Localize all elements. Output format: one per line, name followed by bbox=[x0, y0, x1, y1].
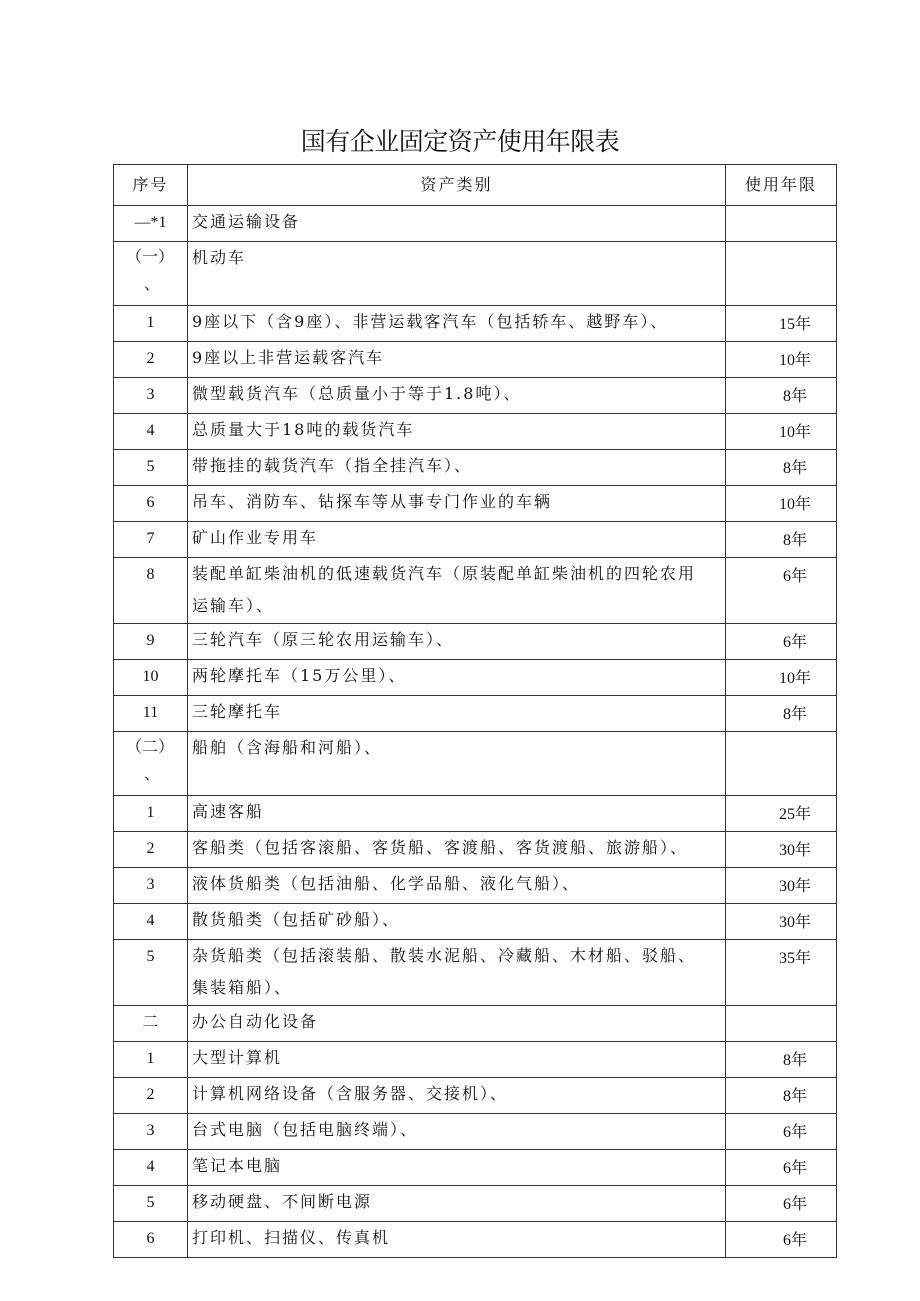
years-text: 35年 bbox=[778, 950, 811, 967]
category-text: 计算机网络设备（含服务器、交接机）、 bbox=[192, 1084, 509, 1103]
row-years bbox=[726, 696, 837, 732]
table-row bbox=[114, 414, 837, 450]
category-text: 9座以下（含9座）、非营运载客汽车（包括轿车、越野车）、 bbox=[192, 312, 669, 331]
table-row bbox=[114, 1150, 837, 1186]
row-seq bbox=[114, 378, 188, 414]
seq-text-cont: 、 bbox=[144, 766, 161, 783]
row-years bbox=[726, 206, 837, 242]
category-text: 液体货船类（包括油船、化学品船、液化气船）、 bbox=[192, 874, 581, 893]
row-years bbox=[726, 904, 837, 940]
table-row bbox=[114, 904, 837, 940]
seq-text: 5 bbox=[146, 458, 155, 475]
row-category bbox=[188, 732, 726, 796]
table-row bbox=[114, 342, 837, 378]
table-row bbox=[114, 660, 837, 696]
years-text: 8年 bbox=[782, 388, 807, 405]
row-seq bbox=[114, 832, 188, 868]
years-text: 30年 bbox=[778, 878, 811, 895]
category-text: 打印机、扫描仪、传真机 bbox=[192, 1228, 391, 1247]
category-text: 散货船类（包括矿砂船）、 bbox=[192, 910, 401, 929]
category-text: 船舶（含海船和河船）、 bbox=[192, 738, 383, 757]
row-seq bbox=[114, 1006, 188, 1042]
table-row bbox=[114, 242, 837, 306]
seq-text: 5 bbox=[146, 948, 155, 965]
seq-text: 1 bbox=[146, 314, 155, 331]
table-row bbox=[114, 868, 837, 904]
row-category bbox=[188, 1150, 726, 1186]
table-row bbox=[114, 1006, 837, 1042]
row-category bbox=[188, 832, 726, 868]
seq-text: 8 bbox=[146, 566, 155, 583]
seq-text: 4 bbox=[146, 1158, 155, 1175]
row-seq bbox=[114, 868, 188, 904]
years-text: 8年 bbox=[782, 1052, 807, 1069]
row-seq bbox=[114, 342, 188, 378]
table-row bbox=[114, 832, 837, 868]
header-years: 使用年限 bbox=[726, 165, 837, 206]
table-row bbox=[114, 450, 837, 486]
years-text bbox=[767, 216, 795, 233]
seq-text: —*1 bbox=[134, 214, 167, 231]
category-text: 微型载货汽车（总质量小于等于1.8吨）、 bbox=[192, 384, 522, 403]
category-text: 两轮摩托车（15万公里）、 bbox=[192, 666, 407, 685]
category-text: 带拖挂的载货汽车（指全挂汽车）、 bbox=[192, 456, 473, 475]
years-text bbox=[767, 742, 795, 759]
years-text: 30年 bbox=[778, 842, 811, 859]
row-category bbox=[188, 660, 726, 696]
category-text-cont: 运输车）、 bbox=[192, 596, 275, 615]
row-years bbox=[726, 940, 837, 1006]
row-years bbox=[726, 306, 837, 342]
row-category bbox=[188, 450, 726, 486]
table-row bbox=[114, 522, 837, 558]
category-text: 客船类（包括客滚船、客货船、客渡船、客货渡船、旅游船）、 bbox=[192, 838, 689, 857]
category-text: 机动车 bbox=[192, 248, 247, 267]
row-category bbox=[188, 414, 726, 450]
row-seq bbox=[114, 486, 188, 522]
table-row bbox=[114, 206, 837, 242]
seq-text: 6 bbox=[146, 494, 155, 511]
table-row bbox=[114, 306, 837, 342]
seq-text: 6 bbox=[146, 1230, 155, 1247]
row-seq bbox=[114, 414, 188, 450]
row-seq bbox=[114, 450, 188, 486]
years-text: 30年 bbox=[778, 914, 811, 931]
category-text: 总质量大于18吨的载货汽车 bbox=[192, 420, 415, 439]
table-header-row bbox=[114, 165, 837, 206]
years-text: 6年 bbox=[782, 1232, 807, 1249]
category-text: 笔记本电脑 bbox=[192, 1156, 283, 1175]
row-category bbox=[188, 796, 726, 832]
seq-text: 3 bbox=[146, 386, 155, 403]
seq-text: 4 bbox=[146, 912, 155, 929]
table-row bbox=[114, 1114, 837, 1150]
seq-text: 9 bbox=[146, 632, 155, 649]
row-years bbox=[726, 486, 837, 522]
category-text: 吊车、消防车、钻探车等从事专门作业的车辆 bbox=[192, 492, 553, 511]
seq-text-cont: 、 bbox=[144, 276, 161, 293]
category-text: 三轮汽车（原三轮农用运输车）、 bbox=[192, 630, 455, 649]
row-category bbox=[188, 378, 726, 414]
page-title: 国有企业固定资产使用年限表 bbox=[300, 127, 620, 156]
row-category bbox=[188, 522, 726, 558]
row-seq bbox=[114, 796, 188, 832]
seq-text: （一） bbox=[126, 249, 175, 266]
years-text bbox=[767, 252, 795, 269]
row-seq bbox=[114, 1042, 188, 1078]
seq-text: 2 bbox=[146, 350, 155, 367]
years-text: 6年 bbox=[782, 634, 807, 651]
row-category bbox=[188, 904, 726, 940]
row-category bbox=[188, 486, 726, 522]
row-seq bbox=[114, 940, 188, 1006]
category-text: 三轮摩托车 bbox=[192, 702, 283, 721]
table-row bbox=[114, 940, 837, 1006]
table-row bbox=[114, 1222, 837, 1258]
asset-life-table bbox=[113, 164, 837, 1258]
years-text: 10年 bbox=[778, 496, 811, 513]
seq-text: 2 bbox=[146, 1086, 155, 1103]
seq-text: （二） bbox=[126, 739, 175, 756]
row-years bbox=[726, 1042, 837, 1078]
row-years bbox=[726, 450, 837, 486]
row-years bbox=[726, 558, 837, 624]
row-years bbox=[726, 1006, 837, 1042]
seq-text: 7 bbox=[146, 530, 155, 547]
years-text: 8年 bbox=[782, 460, 807, 477]
category-text: 杂货船类（包括滚装船、散装水泥船、冷藏船、木材船、驳船、 bbox=[192, 946, 697, 965]
row-category bbox=[188, 696, 726, 732]
years-text: 8年 bbox=[782, 532, 807, 549]
years-text: 15年 bbox=[778, 316, 811, 333]
row-years bbox=[726, 868, 837, 904]
row-years bbox=[726, 1186, 837, 1222]
seq-text: 10 bbox=[142, 668, 159, 685]
table-row bbox=[114, 732, 837, 796]
seq-text: 3 bbox=[146, 1122, 155, 1139]
header-seq: 序号 bbox=[114, 165, 188, 206]
category-text: 高速客船 bbox=[192, 802, 265, 821]
category-text: 移动硬盘、不间断电源 bbox=[192, 1192, 373, 1211]
table-row bbox=[114, 1042, 837, 1078]
seq-text: 1 bbox=[146, 1050, 155, 1067]
row-seq bbox=[114, 206, 188, 242]
row-category bbox=[188, 868, 726, 904]
row-seq bbox=[114, 522, 188, 558]
row-category bbox=[188, 1222, 726, 1258]
table-row bbox=[114, 696, 837, 732]
row-years bbox=[726, 1222, 837, 1258]
row-seq bbox=[114, 904, 188, 940]
seq-text: 3 bbox=[146, 876, 155, 893]
row-category bbox=[188, 306, 726, 342]
row-years bbox=[726, 624, 837, 660]
seq-text: 2 bbox=[146, 840, 155, 857]
row-seq bbox=[114, 558, 188, 624]
years-text: 6年 bbox=[782, 568, 807, 585]
row-category bbox=[188, 206, 726, 242]
years-text: 6年 bbox=[782, 1124, 807, 1141]
table-row bbox=[114, 486, 837, 522]
table-row bbox=[114, 624, 837, 660]
row-years bbox=[726, 796, 837, 832]
years-text: 25年 bbox=[778, 806, 811, 823]
row-years bbox=[726, 1078, 837, 1114]
row-years bbox=[726, 522, 837, 558]
seq-text: 4 bbox=[146, 422, 155, 439]
header-category: 资产类别 bbox=[188, 165, 726, 206]
row-seq bbox=[114, 1114, 188, 1150]
category-text-cont: 集装箱船）、 bbox=[192, 978, 293, 997]
row-seq bbox=[114, 306, 188, 342]
years-text: 10年 bbox=[778, 352, 811, 369]
row-years bbox=[726, 660, 837, 696]
seq-text: 1 bbox=[146, 804, 155, 821]
row-seq bbox=[114, 732, 188, 796]
years-text: 10年 bbox=[778, 424, 811, 441]
row-years bbox=[726, 242, 837, 306]
row-seq bbox=[114, 1150, 188, 1186]
table-row bbox=[114, 1186, 837, 1222]
table-row bbox=[114, 1078, 837, 1114]
years-text bbox=[767, 1016, 795, 1033]
table-row bbox=[114, 796, 837, 832]
row-years bbox=[726, 1114, 837, 1150]
row-category bbox=[188, 342, 726, 378]
category-text: 9座以上非营运载客汽车 bbox=[192, 348, 385, 367]
row-years bbox=[726, 732, 837, 796]
years-text: 8年 bbox=[782, 1088, 807, 1105]
row-category bbox=[188, 1006, 726, 1042]
table-row bbox=[114, 558, 837, 624]
row-seq bbox=[114, 1222, 188, 1258]
row-category bbox=[188, 558, 726, 624]
category-text: 装配单缸柴油机的低速载货汽车（原装配单缸柴油机的四轮农用 bbox=[192, 564, 697, 583]
row-seq bbox=[114, 624, 188, 660]
row-category bbox=[188, 1042, 726, 1078]
years-text: 10年 bbox=[778, 670, 811, 687]
row-category bbox=[188, 1114, 726, 1150]
row-category bbox=[188, 1186, 726, 1222]
years-text: 6年 bbox=[782, 1160, 807, 1177]
seq-text: 11 bbox=[142, 704, 159, 721]
row-category bbox=[188, 624, 726, 660]
seq-text: 5 bbox=[146, 1194, 155, 1211]
row-years bbox=[726, 832, 837, 868]
row-category bbox=[188, 940, 726, 1006]
row-years bbox=[726, 342, 837, 378]
row-years bbox=[726, 1150, 837, 1186]
category-text: 大型计算机 bbox=[192, 1048, 283, 1067]
row-category bbox=[188, 242, 726, 306]
category-text: 台式电脑（包括电脑终端）、 bbox=[192, 1120, 419, 1139]
row-seq bbox=[114, 1186, 188, 1222]
seq-text: 二 bbox=[142, 1014, 159, 1031]
years-text: 6年 bbox=[782, 1196, 807, 1213]
row-years bbox=[726, 378, 837, 414]
row-years bbox=[726, 414, 837, 450]
table-row bbox=[114, 378, 837, 414]
years-text: 8年 bbox=[782, 706, 807, 723]
category-text: 办公自动化设备 bbox=[192, 1012, 319, 1031]
row-seq bbox=[114, 1078, 188, 1114]
category-text: 交通运输设备 bbox=[192, 212, 301, 231]
row-seq bbox=[114, 242, 188, 306]
row-seq bbox=[114, 660, 188, 696]
category-text: 矿山作业专用车 bbox=[192, 528, 319, 547]
row-seq bbox=[114, 696, 188, 732]
row-category bbox=[188, 1078, 726, 1114]
